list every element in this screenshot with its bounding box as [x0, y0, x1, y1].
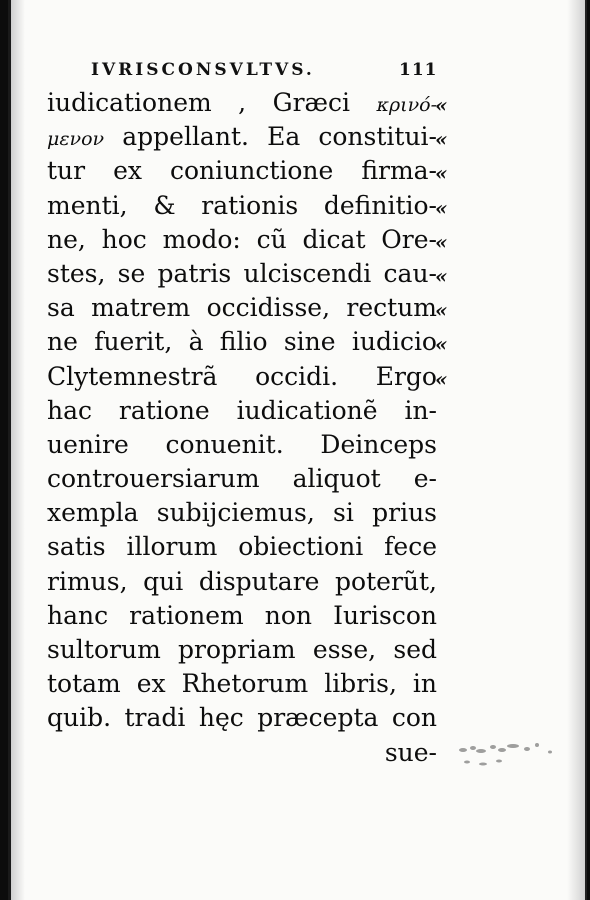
quote-mark: « [435, 298, 448, 323]
text-line [47, 360, 437, 394]
text-line [47, 189, 437, 223]
text-line [47, 736, 437, 770]
fore-edge-shadow [567, 0, 585, 900]
text-segment: ne, hoc modo: cũ dicat Ore- [47, 224, 437, 254]
text-line [47, 325, 437, 359]
text-segment: sa matrem occidisse, rectum [47, 293, 437, 323]
text-line [47, 291, 437, 325]
text-segment: sue- [384, 737, 437, 767]
text-line [47, 154, 437, 188]
text-line [47, 496, 437, 530]
quote-mark: « [435, 332, 448, 357]
book-page [8, 0, 587, 900]
text-segment: hac ratione iudicationẽ in- [47, 395, 437, 425]
quote-mark: « [435, 229, 448, 254]
text-line [47, 120, 437, 154]
text-line [47, 462, 437, 496]
quote-mark: « [435, 366, 448, 391]
text-segment: sultorum propriam esse, sed [47, 635, 437, 664]
quote-mark: « [435, 93, 448, 117]
marginal-quote-marks [435, 88, 471, 396]
text-segment: quib. tradi hęc præcepta con [47, 703, 437, 733]
text-line [47, 701, 437, 735]
text-segment: stes, se patris ulciscendi cau- [47, 258, 437, 288]
quote-mark: « [435, 195, 448, 220]
text-line [47, 667, 437, 701]
text-segment: appellant. Ea constitui- [104, 122, 437, 152]
text-segment: satis illorum obiectioni fece [47, 532, 437, 562]
text-segment: hanc rationem non Iuriscon [47, 600, 437, 630]
text-line [47, 86, 437, 120]
text-line [47, 428, 437, 462]
text-line [47, 599, 437, 633]
text-line [47, 223, 437, 257]
text-segment: menti, & rationis definitio- [47, 190, 437, 220]
text-segment: iudicationem , Græci [47, 88, 377, 117]
greek-word: μενον [47, 128, 105, 151]
text-segment: xempla subijciemus, si prius [47, 498, 437, 528]
body-text [47, 86, 437, 770]
text-segment: tur ex coniunctione firma- [47, 156, 437, 186]
text-line [47, 257, 437, 291]
text-segment: Clytemnestrã occidi. Ergo [47, 361, 437, 391]
show-through-marks [455, 730, 565, 774]
text-segment: rimus, qui disputare poterũt, [47, 566, 437, 596]
quote-mark: « [435, 263, 448, 288]
quote-mark: « [435, 127, 448, 152]
gutter-shadow [11, 0, 25, 900]
text-segment: totam ex Rhetorum libris, in [47, 669, 437, 699]
text-line [47, 565, 437, 599]
text-segment: uenire conuenit. Deinceps [47, 429, 437, 459]
text-segment: ne fuerit, à filio sine iudicio [47, 327, 437, 357]
greek-word: κρινό- [376, 94, 437, 116]
text-line [47, 633, 437, 667]
running-head: IVRISCONSVLTVS. [91, 60, 315, 80]
page-number: 111 [399, 60, 438, 80]
text-segment: controuersiarum aliquot e- [47, 464, 437, 494]
quote-mark: « [435, 161, 448, 186]
text-line [47, 394, 437, 428]
text-line [47, 530, 437, 564]
